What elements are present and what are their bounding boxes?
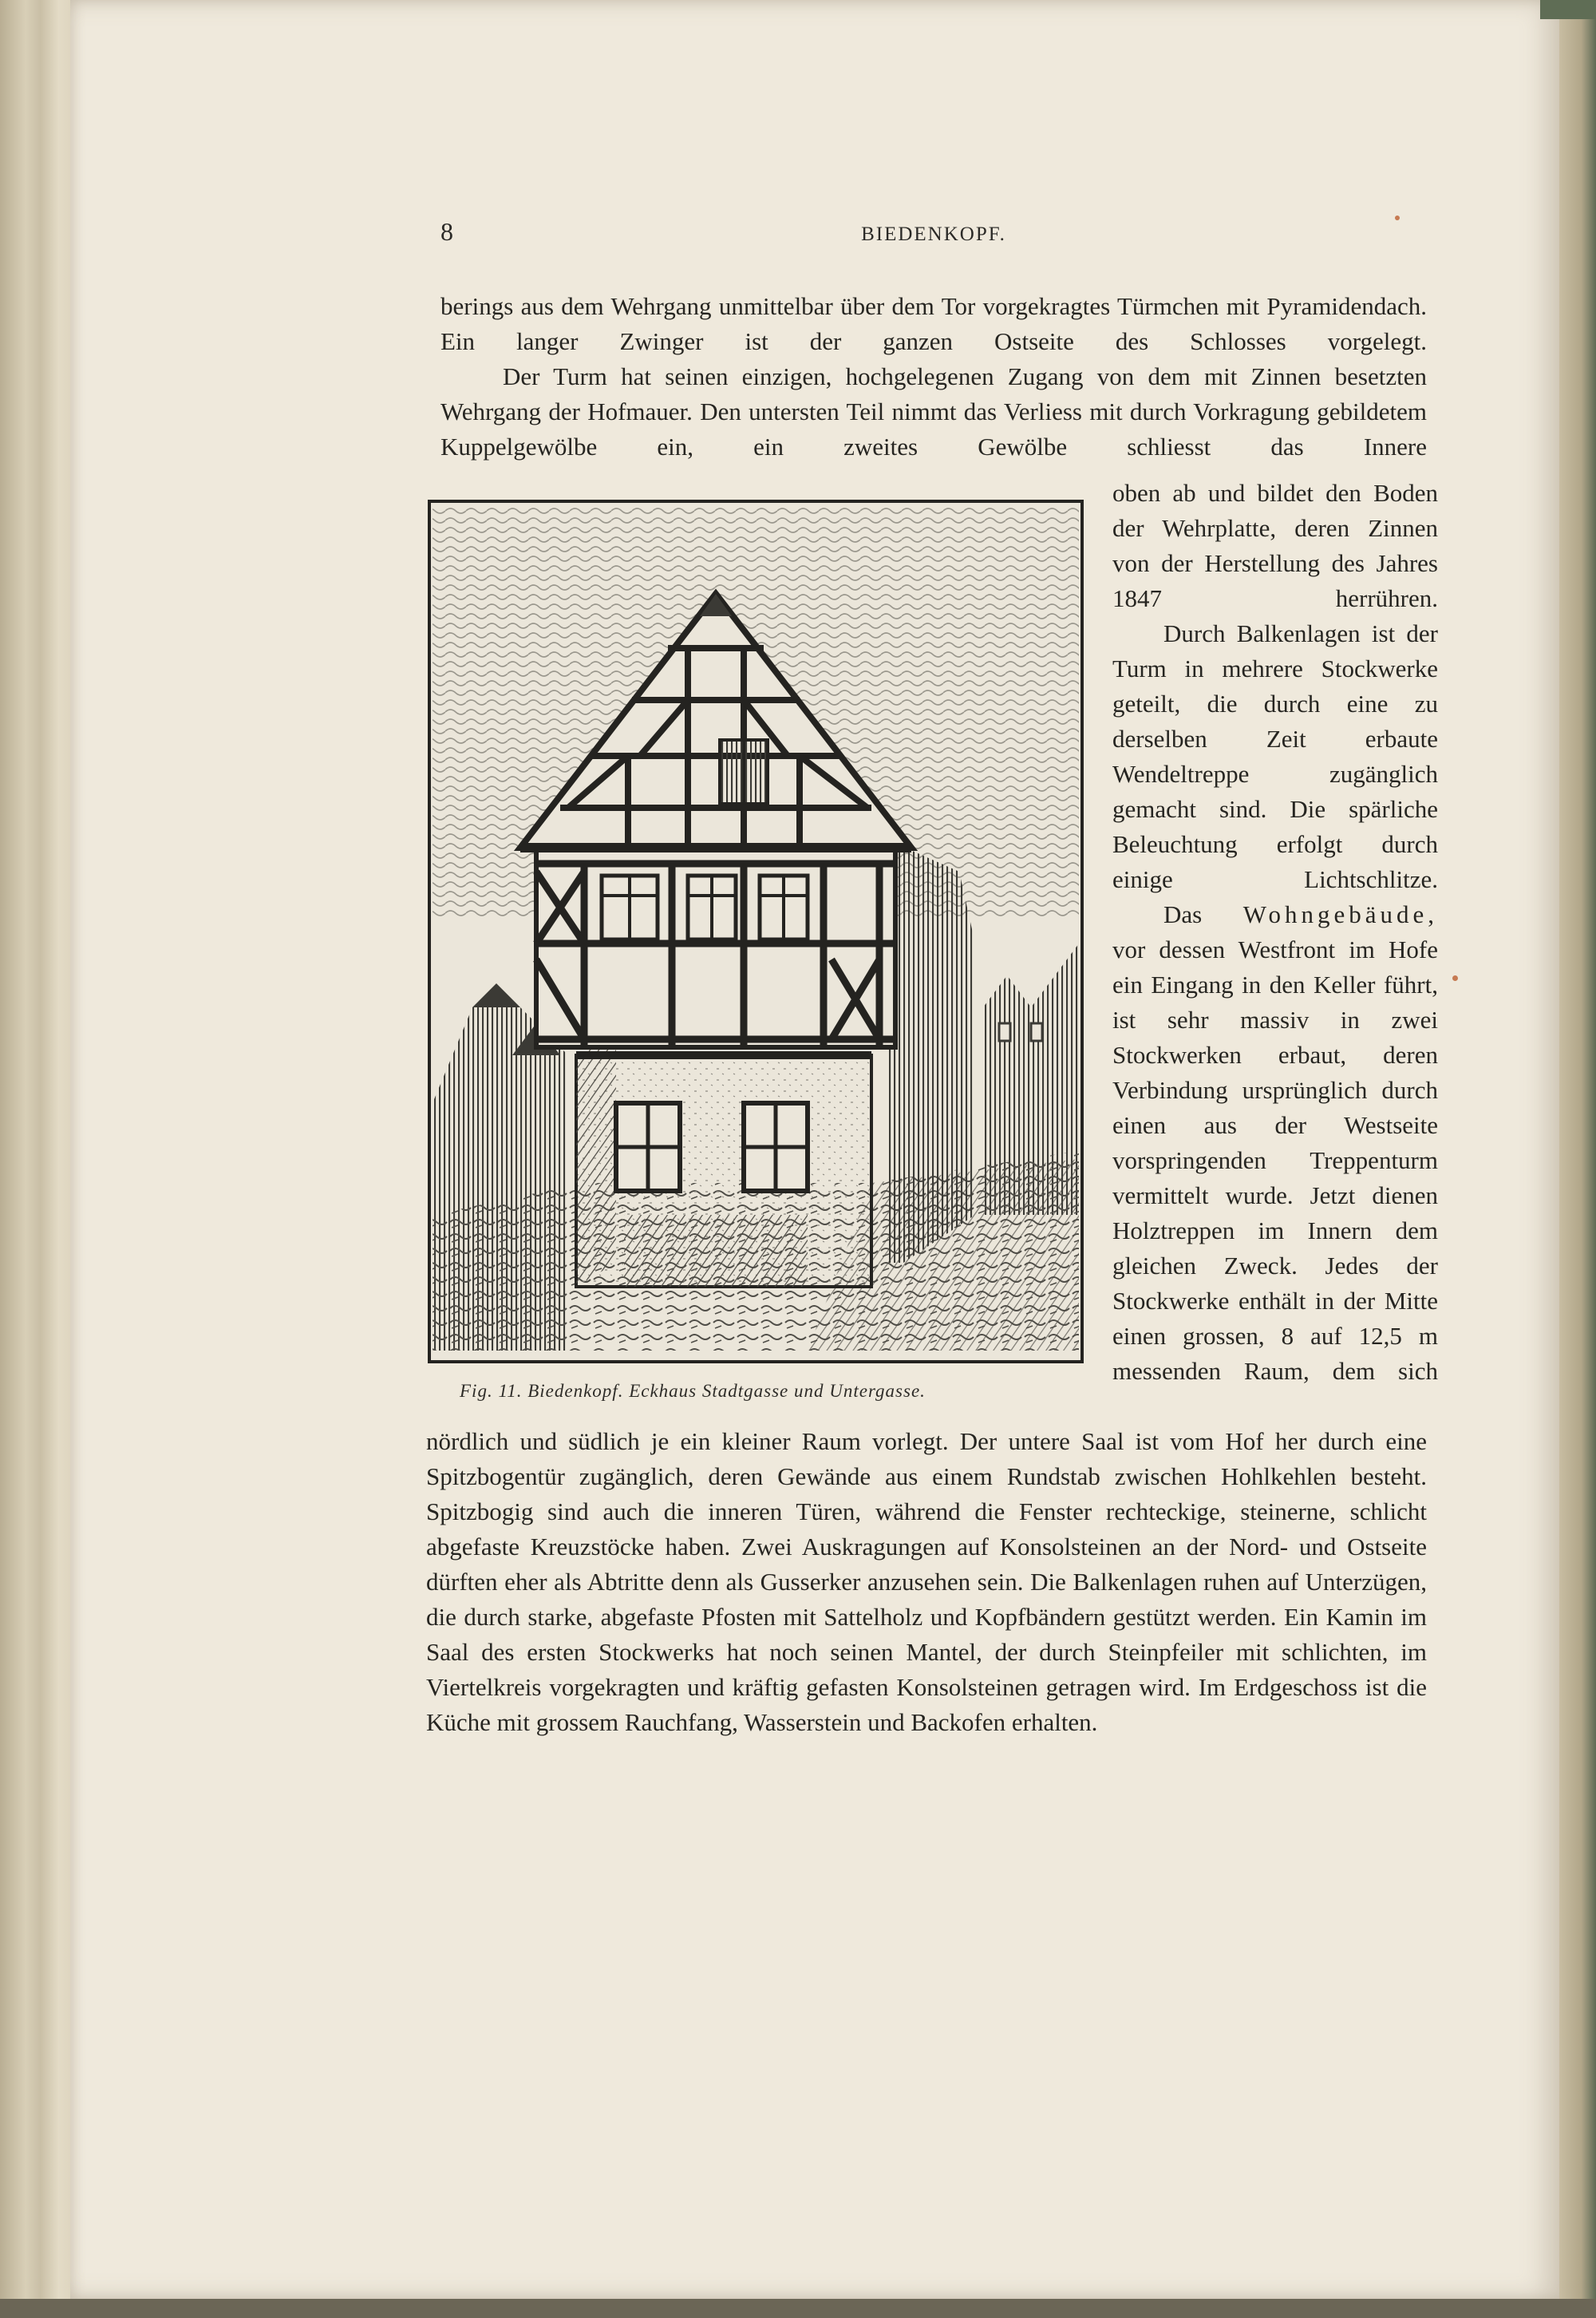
paper-speck	[1395, 216, 1400, 220]
half-timbered-house-illustration	[425, 496, 1087, 1367]
running-head	[440, 217, 1427, 249]
page-header-title: BIEDENKOPF.	[861, 223, 1006, 245]
paper-speck	[1452, 975, 1458, 981]
side-paragraph-3-prefix: Das	[1163, 900, 1203, 928]
body-paragraph-2: Der Turm hat seinen einzigen, hochgelegenen Zugang von dem mit Zinnen besetzten Wehrgang der Hofmauer. Den untersten Teil nimmt das Verliess mit durch Vorkragung gebildetem Kuppelgewölbe ein, ein zweites Gewölbe schliesst das Innere	[440, 362, 1427, 461]
body-paragraph-1: berings aus dem Wehrgang unmittelbar über dem Tor vorgekragtes Türmchen mit Pyramidendach. Ein langer Zwinger ist der ganzen Ostseite des Schlosses vorgelegt.	[440, 292, 1427, 355]
figure-caption: Fig. 11. Biedenkopf. Eckhaus Stadtgasse und Untergasse.	[460, 1381, 926, 1401]
side-paragraph-3	[1112, 897, 1438, 1389]
figure-engraving	[425, 496, 1087, 1367]
cover-corner	[1540, 0, 1596, 19]
book-binding-left	[0, 0, 73, 2318]
page-number: 8	[440, 217, 453, 246]
page-edge-bottom	[0, 2299, 1596, 2318]
page-edge-right	[1559, 0, 1596, 2318]
side-paragraph-3-rest: vor dessen Westfront im Hofe ein Eingang in den Keller führt, ist sehr massiv in zwei Stockwerken erbaut, deren Verbindung ursprünglich durch einen aus der Westseite vorspringenden Treppenturm vermittelt wurde. Jetzt dienen Holztreppen im Innern dem gleichen Zweck. Jedes der Stockwerke enthält in der Mitte einen grossen, 8 auf 12,5 m messenden Raum, dem sich	[1112, 936, 1438, 1385]
side-paragraph-1: oben ab und bildet den Boden der Wehrplatte, deren Zinnen von der Herstellung des Jahres 1847 herrühren.	[1112, 479, 1438, 612]
body-paragraph-3: nördlich und südlich je ein kleiner Raum vorlegt. Der untere Saal ist vom Hof her durch eine Spitzbogentür zugänglich, deren Gewände aus einem Rundstab zwischen Hohlkehlen besteht. Spitzbogig sind auch die inneren Türen, während die Fenster rechteckige, steinerne, schlicht abgefaste Kreuzstöcke haben. Zwei Auskragungen auf Konsolsteinen an der Nord- und Ostseite dürften eher als Abtritte denn als Gusserker anzusehen sein. Die Balkenlagen ruhen auf Unterzügen, die durch starke, abgefaste Pfosten mit Sattelholz und Kopfbändern gestützt werden. Ein Kamin im Saal des ersten Stockwerks hat noch seinen Mantel, der durch Steinpfeiler mit schlichten, im Viertelkreis vorgekragten und kräftig gefasten Konsolsteinen getragen wird. Im Erdgeschoss ist die Küche mit grossem Rauchfang, Wasserstein und Backofen erhalten.	[426, 1427, 1427, 1736]
side-paragraph-2: Durch Balkenlagen ist der Turm in mehrere Stockwerke geteilt, die durch eine zu derselben Zeit erbaute Wendeltreppe zugänglich gemacht sind. Die spärliche Beleuchtung erfolgt durch einige Lichtschlitze.	[1112, 619, 1438, 893]
wohngebaeude-term: Wohngebäude,	[1242, 900, 1438, 928]
